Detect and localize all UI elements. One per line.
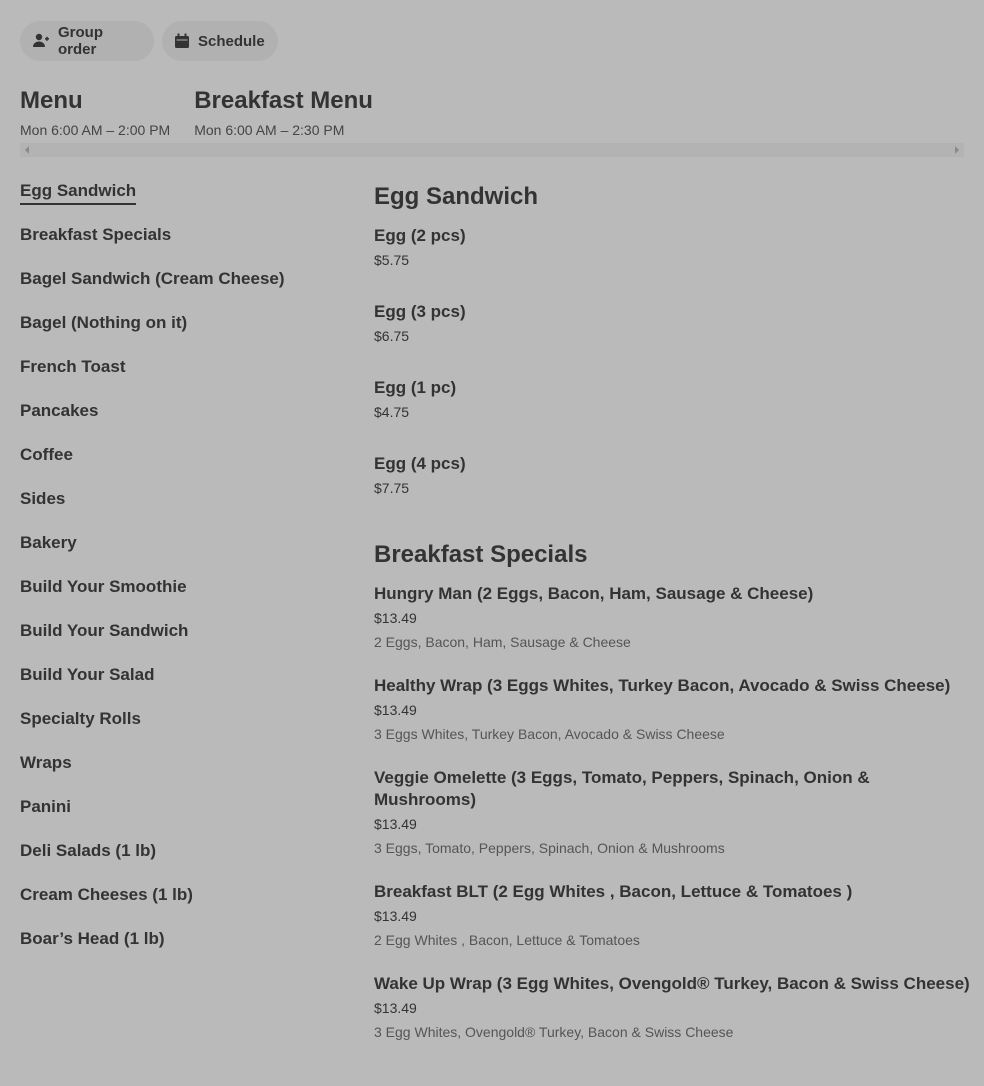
category-item[interactable]: Panini [20, 797, 72, 816]
group-order-label: Group order [58, 24, 103, 58]
item-description: 2 Eggs, Bacon, Ham, Sausage & Cheese [374, 634, 631, 650]
item-price: $5.75 [374, 252, 410, 268]
item-price: $6.75 [374, 328, 410, 344]
menu-item[interactable] [374, 583, 974, 651]
menu-tab-title: Menu [20, 87, 83, 114]
menu-tab-breakfast[interactable] [194, 86, 373, 148]
item-name: Egg (1 pc) [374, 378, 457, 397]
item-price: $13.49 [374, 610, 417, 626]
category-item[interactable]: Build Your Salad [20, 665, 155, 684]
menu-item[interactable] [374, 377, 974, 429]
menu-tabs [20, 86, 373, 148]
category-item[interactable]: French Toast [20, 357, 126, 376]
group-order-button[interactable] [20, 21, 154, 61]
schedule-label: Schedule [198, 32, 265, 50]
category-item[interactable]: Build Your Smoothie [20, 577, 187, 596]
item-name: Breakfast BLT (2 Egg Whites , Bacon, Lettuce & Tomatoes ) [374, 882, 853, 901]
category-item[interactable]: Pancakes [20, 401, 99, 420]
category-item[interactable]: Build Your Sandwich [20, 621, 189, 640]
item-price: $4.75 [374, 404, 410, 420]
menu-tab-hours: Mon 6:00 AM – 2:30 PM [194, 122, 345, 138]
menu-item[interactable] [374, 675, 974, 743]
item-description: 3 Eggs, Tomato, Peppers, Spinach, Onion & Mushrooms [374, 840, 725, 856]
section-title: Breakfast Specials [374, 541, 588, 568]
schedule-button[interactable] [162, 21, 278, 61]
item-description: 2 Egg Whites , Bacon, Lettuce & Tomatoes [374, 932, 640, 948]
menu-tab-hours: Mon 6:00 AM – 2:00 PM [20, 122, 171, 138]
menu-section [374, 539, 974, 1041]
calendar-icon [174, 32, 190, 50]
category-item[interactable]: Bakery [20, 533, 77, 552]
category-item[interactable]: Breakfast Specials [20, 225, 172, 244]
menu-item[interactable] [374, 225, 974, 277]
menu-item[interactable] [374, 301, 974, 353]
category-item[interactable]: Sides [20, 489, 66, 508]
item-price: $13.49 [374, 1000, 417, 1016]
item-description: 3 Egg Whites, Ovengold® Turkey, Bacon & Swiss Cheese [374, 1024, 734, 1040]
item-name: Wake Up Wrap (3 Egg Whites, Ovengold® Turkey, Bacon & Swiss Cheese) [374, 974, 970, 993]
item-name: Egg (4 pcs) [374, 454, 466, 473]
top-actions [20, 21, 278, 61]
item-name: Healthy Wrap (3 Eggs Whites, Turkey Bacon, Avocado & Swiss Cheese) [374, 676, 951, 695]
menu-tab-menu[interactable] [20, 86, 170, 148]
category-item[interactable]: Boar’s Head (1 lb) [20, 929, 165, 948]
scroll-left-icon[interactable] [25, 146, 29, 154]
category-sidebar [20, 180, 350, 972]
menu-section [374, 181, 974, 505]
category-item[interactable]: Wraps [20, 753, 72, 772]
menu-item[interactable] [374, 881, 974, 949]
category-item[interactable]: Coffee [20, 445, 73, 464]
section-title: Egg Sandwich [374, 183, 539, 210]
item-price: $13.49 [374, 816, 417, 832]
category-item[interactable]: Bagel Sandwich (Cream Cheese) [20, 269, 285, 288]
horizontal-scrollbar[interactable] [20, 143, 964, 157]
item-price: $13.49 [374, 702, 417, 718]
item-name: Hungry Man (2 Eggs, Bacon, Ham, Sausage & Cheese) [374, 584, 814, 603]
item-description: 3 Eggs Whites, Turkey Bacon, Avocado & Swiss Cheese [374, 726, 725, 742]
category-item[interactable]: Cream Cheeses (1 lb) [20, 885, 193, 904]
item-name: Egg (2 pcs) [374, 226, 466, 245]
menu-item[interactable] [374, 973, 974, 1041]
add-person-icon [32, 32, 50, 50]
category-item[interactable]: Specialty Rolls [20, 709, 141, 728]
menu-item[interactable] [374, 767, 974, 857]
menu-content [374, 181, 974, 1075]
item-price: $7.75 [374, 480, 410, 496]
category-item[interactable]: Egg Sandwich [20, 180, 350, 224]
item-name: Egg (3 pcs) [374, 302, 466, 321]
scroll-right-icon[interactable] [955, 146, 959, 154]
item-price: $13.49 [374, 908, 417, 924]
menu-tab-title: Breakfast Menu [194, 87, 373, 114]
category-item[interactable]: Bagel (Nothing on it) [20, 313, 188, 332]
menu-item[interactable] [374, 453, 974, 505]
category-item[interactable]: Deli Salads (1 lb) [20, 841, 157, 860]
item-name: Veggie Omelette (3 Eggs, Tomato, Peppers, Spinach, Onion & Mushrooms) [374, 768, 870, 809]
